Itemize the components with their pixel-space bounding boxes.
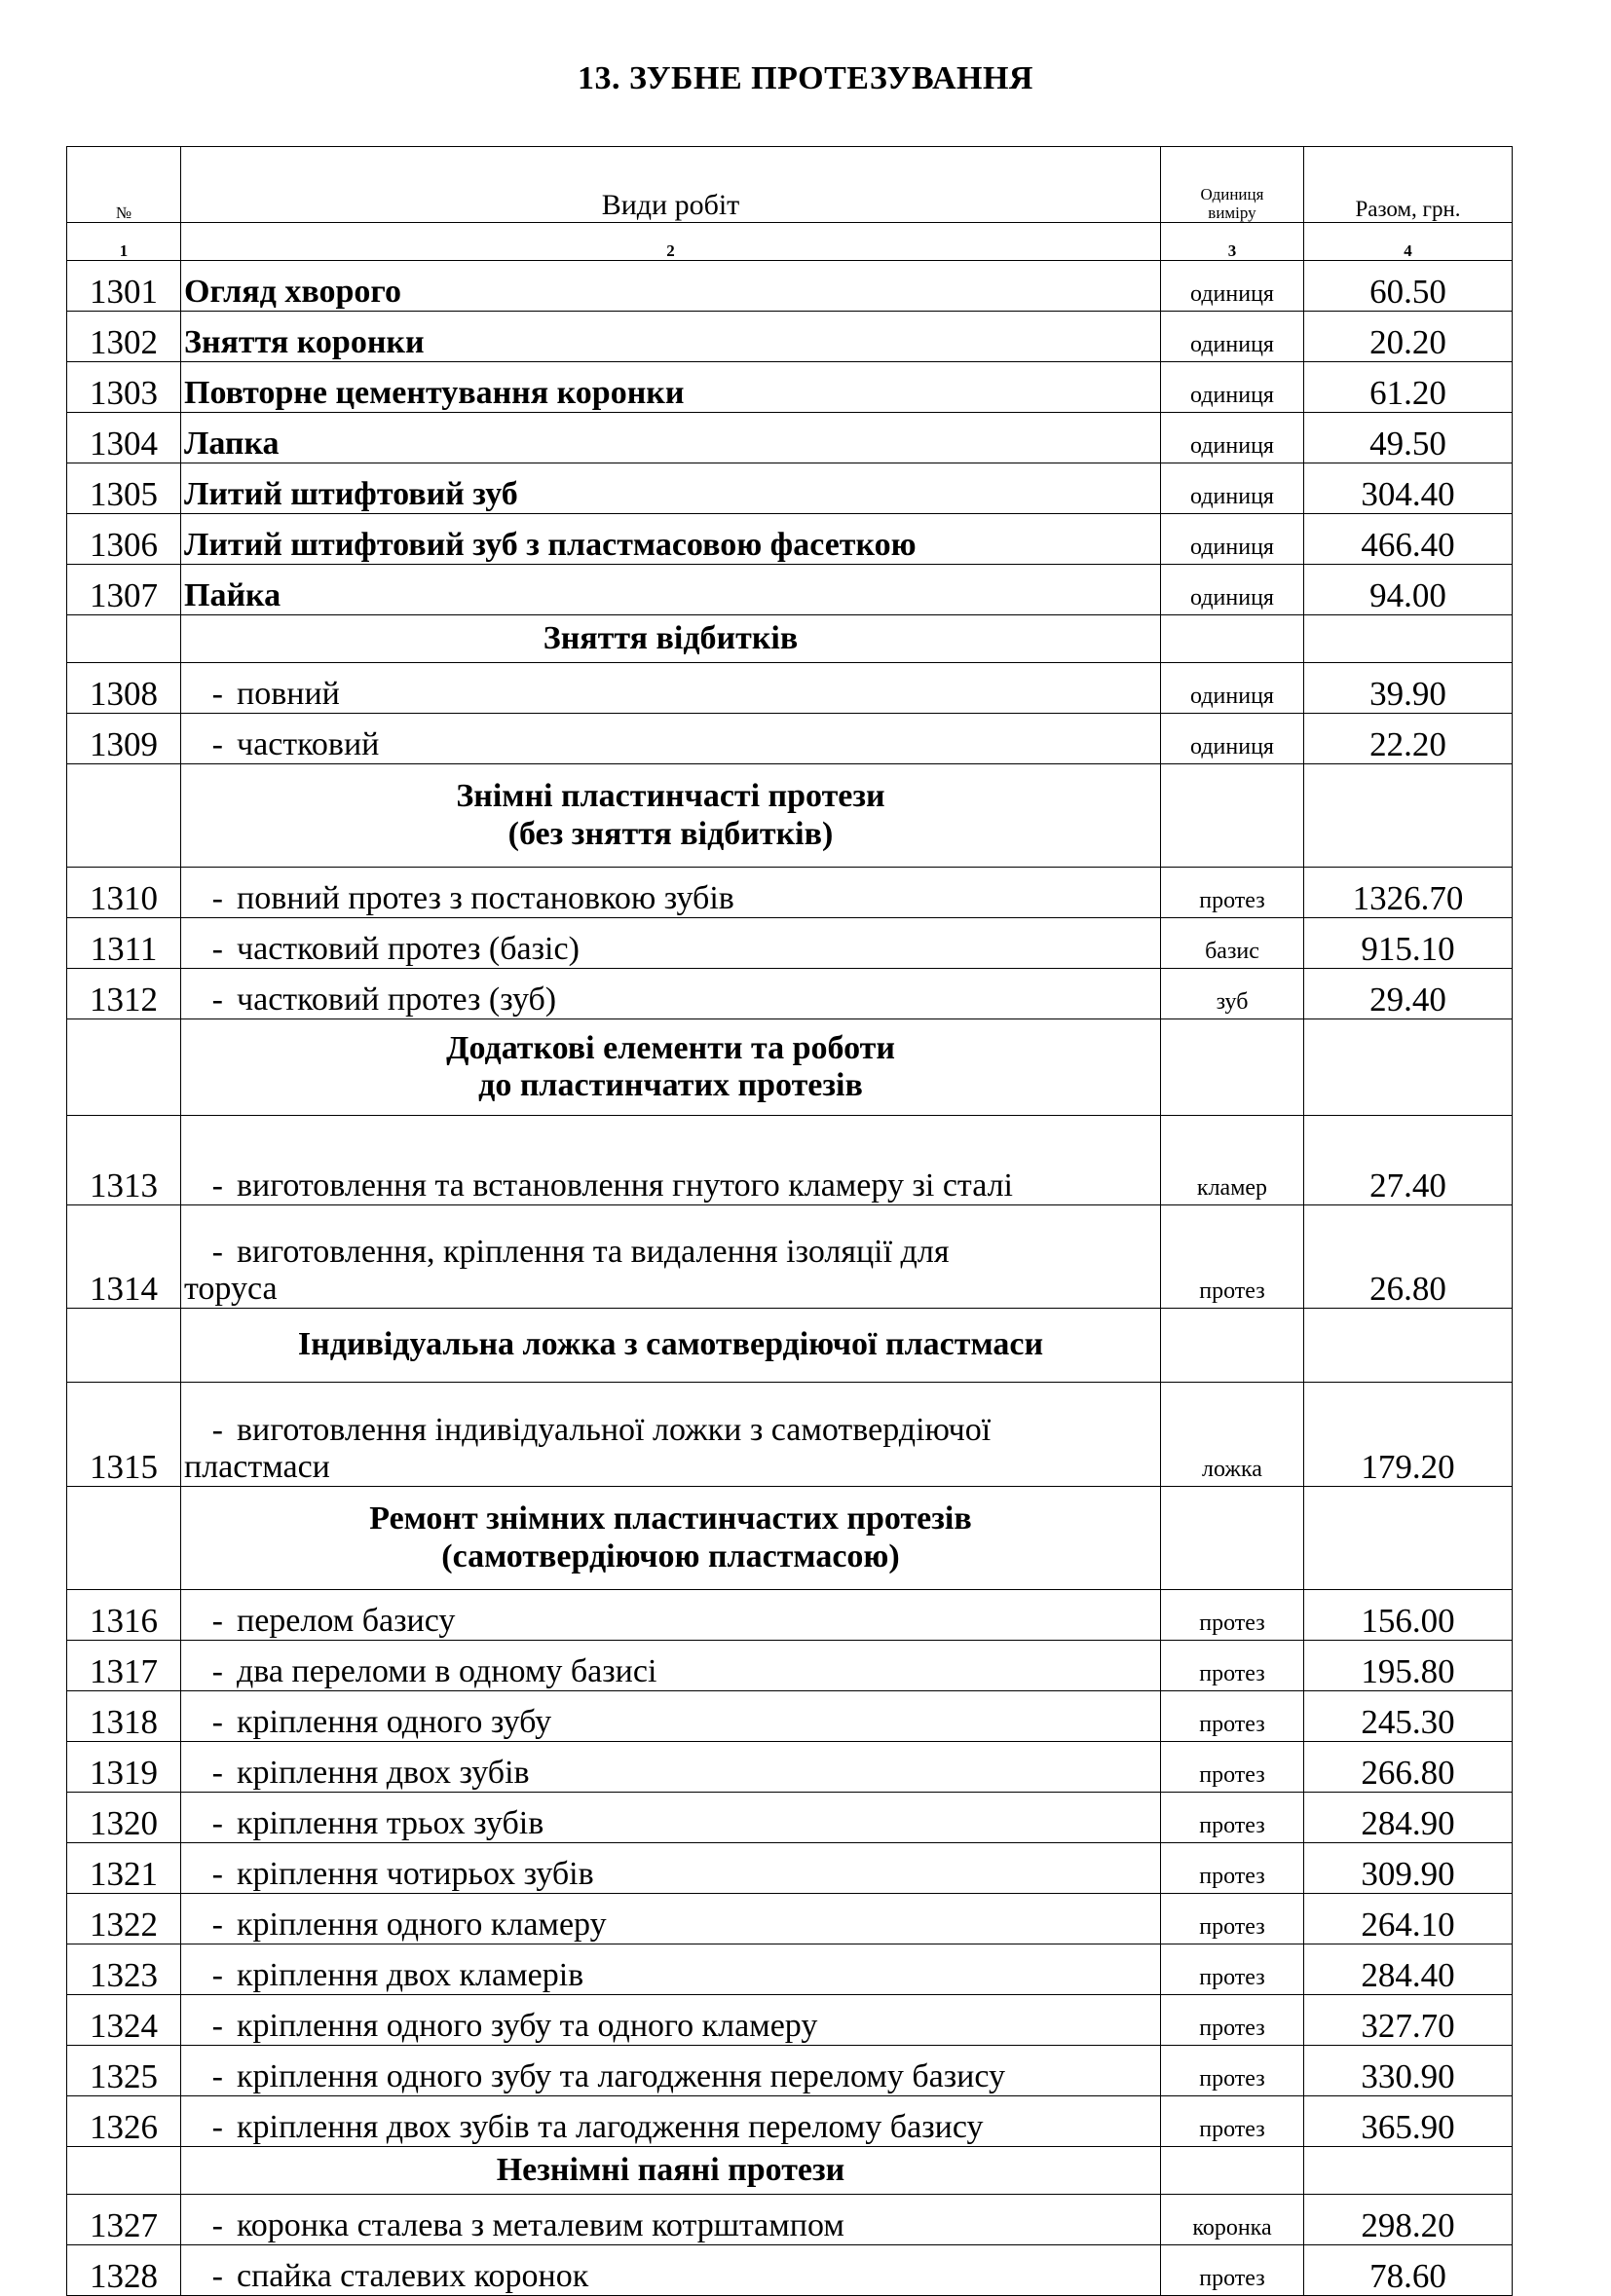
row-description-line: виготовлення, кріплення та видалення ізоляції для bbox=[237, 1233, 950, 1270]
row-unit: протез bbox=[1161, 1742, 1304, 1793]
row-unit: протез bbox=[1161, 1944, 1304, 1995]
header-unit bbox=[1161, 147, 1304, 223]
section-title bbox=[181, 1309, 1161, 1383]
row-description bbox=[181, 1590, 1161, 1641]
row-number: 1307 bbox=[67, 565, 181, 615]
row-description bbox=[181, 868, 1161, 918]
table-row bbox=[67, 663, 1513, 714]
section-title-line: Незнімні паяні протези bbox=[496, 2151, 845, 2188]
row-number: 1324 bbox=[67, 1995, 181, 2046]
row-price: 49.50 bbox=[1304, 413, 1513, 463]
row-description bbox=[181, 1944, 1161, 1995]
row-price: 327.70 bbox=[1304, 1995, 1513, 2046]
table-row bbox=[67, 2046, 1513, 2096]
row-description-text: повний bbox=[237, 675, 340, 712]
row-price: 61.20 bbox=[1304, 362, 1513, 413]
row-description bbox=[181, 918, 1161, 969]
table-row bbox=[67, 1944, 1513, 1995]
dash-marker: - bbox=[211, 1804, 223, 1841]
dash-marker: - bbox=[211, 1167, 223, 1204]
row-unit: зуб bbox=[1161, 969, 1304, 1019]
row-description-line: торуса bbox=[184, 1270, 278, 1307]
dash-marker: - bbox=[211, 1233, 223, 1270]
row-description-text: кріплення двох зубів та лагодження перелому базису bbox=[237, 2108, 984, 2145]
section-unit-cell bbox=[1161, 1487, 1304, 1590]
row-unit: протез bbox=[1161, 2096, 1304, 2147]
section-title-line: Зняття відбитків bbox=[543, 619, 799, 656]
column-index: 4 bbox=[1304, 223, 1513, 261]
row-description-text: кріплення одного зубу та одного кламеру bbox=[237, 2007, 818, 2044]
row-number: 1308 bbox=[67, 663, 181, 714]
row-price: 915.10 bbox=[1304, 918, 1513, 969]
row-description-text: Повторне цементування коронки bbox=[184, 374, 685, 411]
row-description-text: частковий протез (зуб) bbox=[237, 981, 557, 1018]
row-price: 245.30 bbox=[1304, 1691, 1513, 1742]
row-description-line: пластмаси bbox=[184, 1448, 330, 1485]
header-number: № bbox=[67, 147, 181, 223]
row-price: 284.90 bbox=[1304, 1793, 1513, 1843]
row-number: 1306 bbox=[67, 514, 181, 565]
section-row bbox=[67, 1309, 1513, 1383]
row-description bbox=[181, 1843, 1161, 1894]
row-unit: протез bbox=[1161, 1691, 1304, 1742]
row-unit: ложка bbox=[1161, 1383, 1304, 1487]
row-description bbox=[181, 565, 1161, 615]
row-price: 1326.70 bbox=[1304, 868, 1513, 918]
row-unit: протез bbox=[1161, 1843, 1304, 1894]
row-unit: протез bbox=[1161, 868, 1304, 918]
table-row bbox=[67, 868, 1513, 918]
section-title bbox=[181, 1487, 1161, 1590]
row-price: 179.20 bbox=[1304, 1383, 1513, 1487]
row-price: 94.00 bbox=[1304, 565, 1513, 615]
section-number-cell bbox=[67, 615, 181, 663]
row-number: 1303 bbox=[67, 362, 181, 413]
section-unit-cell bbox=[1161, 764, 1304, 868]
row-description bbox=[181, 463, 1161, 514]
row-price: 466.40 bbox=[1304, 514, 1513, 565]
row-unit: протез bbox=[1161, 1793, 1304, 1843]
row-description-text: спайка сталевих коронок bbox=[237, 2257, 589, 2294]
row-description bbox=[181, 1116, 1161, 1205]
row-number: 1321 bbox=[67, 1843, 181, 1894]
row-number: 1301 bbox=[67, 261, 181, 312]
row-description bbox=[181, 714, 1161, 764]
section-title bbox=[181, 764, 1161, 868]
column-index-row bbox=[67, 223, 1513, 261]
table-row bbox=[67, 565, 1513, 615]
row-number: 1328 bbox=[67, 2245, 181, 2296]
row-number: 1310 bbox=[67, 868, 181, 918]
section-sum-cell bbox=[1304, 615, 1513, 663]
dash-marker: - bbox=[211, 930, 223, 967]
dash-marker: - bbox=[211, 2108, 223, 2145]
section-title-line: Ремонт знімних пластинчастих протезів bbox=[369, 1500, 972, 1537]
row-description-text: кріплення одного зубу та лагодження перелому базису bbox=[237, 2057, 1006, 2094]
table-row bbox=[67, 1793, 1513, 1843]
dash-marker: - bbox=[211, 1956, 223, 1993]
row-number: 1327 bbox=[67, 2195, 181, 2245]
row-description bbox=[181, 312, 1161, 362]
row-description-text: Пайка bbox=[184, 576, 281, 613]
price-table bbox=[66, 146, 1513, 2296]
row-number: 1302 bbox=[67, 312, 181, 362]
row-description bbox=[181, 261, 1161, 312]
table-row bbox=[67, 1116, 1513, 1205]
row-description-text: коронка сталева з металевим котрштампом bbox=[237, 2206, 844, 2243]
dash-marker: - bbox=[211, 879, 223, 916]
section-title-line: (самотвердіючою пластмасою) bbox=[441, 1537, 900, 1574]
section-title-line: Індивідуальна ложка з самотвердіючої пластмаси bbox=[297, 1326, 1044, 1363]
section-row bbox=[67, 1487, 1513, 1590]
row-unit: протез bbox=[1161, 2046, 1304, 2096]
row-unit: одиниця bbox=[1161, 362, 1304, 413]
row-description-text: Огляд хворого bbox=[184, 273, 401, 310]
table-row bbox=[67, 2195, 1513, 2245]
row-price: 266.80 bbox=[1304, 1742, 1513, 1793]
row-price: 78.60 bbox=[1304, 2245, 1513, 2296]
row-description-text: Зняття коронки bbox=[184, 323, 425, 360]
row-description bbox=[181, 2046, 1161, 2096]
dash-marker: - bbox=[211, 1703, 223, 1740]
section-title-line: (без зняття відбитків) bbox=[507, 815, 834, 852]
row-unit: базис bbox=[1161, 918, 1304, 969]
section-sum-cell bbox=[1304, 1309, 1513, 1383]
dash-marker: - bbox=[211, 675, 223, 712]
row-description-text: перелом базису bbox=[237, 1602, 456, 1639]
row-description bbox=[181, 1641, 1161, 1691]
section-title bbox=[181, 1019, 1161, 1116]
table-row bbox=[67, 1691, 1513, 1742]
row-price: 284.40 bbox=[1304, 1944, 1513, 1995]
header-works: Види робіт bbox=[181, 147, 1161, 223]
row-price: 39.90 bbox=[1304, 663, 1513, 714]
section-title bbox=[181, 2147, 1161, 2195]
row-price: 27.40 bbox=[1304, 1116, 1513, 1205]
row-description bbox=[181, 1894, 1161, 1944]
table-row bbox=[67, 1383, 1513, 1487]
row-unit: протез bbox=[1161, 1995, 1304, 2046]
dash-marker: - bbox=[211, 2007, 223, 2044]
row-unit: протез bbox=[1161, 2245, 1304, 2296]
row-number: 1318 bbox=[67, 1691, 181, 1742]
row-description-text: Лапка bbox=[184, 425, 280, 462]
dash-marker: - bbox=[211, 2257, 223, 2294]
row-unit: протез bbox=[1161, 1641, 1304, 1691]
column-index: 3 bbox=[1161, 223, 1304, 261]
table-row bbox=[67, 2245, 1513, 2296]
row-unit: одиниця bbox=[1161, 312, 1304, 362]
section-number-cell bbox=[67, 2147, 181, 2195]
table-row bbox=[67, 463, 1513, 514]
section-title-line: Знімні пластинчасті протези bbox=[456, 778, 885, 815]
row-price: 26.80 bbox=[1304, 1205, 1513, 1309]
section-number-cell bbox=[67, 1019, 181, 1116]
section-sum-cell bbox=[1304, 1487, 1513, 1590]
row-number: 1315 bbox=[67, 1383, 181, 1487]
row-number: 1320 bbox=[67, 1793, 181, 1843]
section-sum-cell bbox=[1304, 2147, 1513, 2195]
row-unit: одиниця bbox=[1161, 463, 1304, 514]
table-row bbox=[67, 312, 1513, 362]
row-description bbox=[181, 1205, 1161, 1309]
table-header-row bbox=[67, 147, 1513, 223]
row-description-text: кріплення одного кламеру bbox=[237, 1906, 607, 1943]
row-unit: одиниця bbox=[1161, 663, 1304, 714]
dash-marker: - bbox=[211, 1411, 223, 1448]
row-price: 309.90 bbox=[1304, 1843, 1513, 1894]
row-description bbox=[181, 1742, 1161, 1793]
dash-marker: - bbox=[211, 725, 223, 762]
dash-marker: - bbox=[211, 981, 223, 1018]
table-row bbox=[67, 413, 1513, 463]
row-number: 1309 bbox=[67, 714, 181, 764]
row-description-text: частковий bbox=[237, 725, 380, 762]
dash-marker: - bbox=[211, 1754, 223, 1791]
row-description bbox=[181, 362, 1161, 413]
row-description-line: виготовлення індивідуальної ложки з самотвердіючої bbox=[237, 1411, 992, 1448]
column-index: 2 bbox=[181, 223, 1161, 261]
row-description bbox=[181, 663, 1161, 714]
row-price: 156.00 bbox=[1304, 1590, 1513, 1641]
section-title-line: до пластинчатих протезів bbox=[478, 1067, 863, 1103]
row-description bbox=[181, 413, 1161, 463]
section-unit-cell bbox=[1161, 1309, 1304, 1383]
table-row bbox=[67, 1205, 1513, 1309]
row-unit: коронка bbox=[1161, 2195, 1304, 2245]
dash-marker: - bbox=[211, 1855, 223, 1892]
table-row bbox=[67, 1590, 1513, 1641]
row-number: 1317 bbox=[67, 1641, 181, 1691]
table-row bbox=[67, 714, 1513, 764]
row-number: 1319 bbox=[67, 1742, 181, 1793]
row-description-text: кріплення одного зубу bbox=[237, 1703, 552, 1740]
row-unit: кламер bbox=[1161, 1116, 1304, 1205]
section-row bbox=[67, 615, 1513, 663]
table-row bbox=[67, 969, 1513, 1019]
section-title bbox=[181, 615, 1161, 663]
table-row bbox=[67, 1641, 1513, 1691]
row-price: 20.20 bbox=[1304, 312, 1513, 362]
table-row bbox=[67, 2096, 1513, 2147]
row-description-text: виготовлення та встановлення гнутого кламеру зі сталі bbox=[237, 1167, 1013, 1204]
row-price: 29.40 bbox=[1304, 969, 1513, 1019]
table-row bbox=[67, 1742, 1513, 1793]
row-description bbox=[181, 2195, 1161, 2245]
row-description-text: частковий протез (базіс) bbox=[237, 930, 580, 967]
row-description-text: Литий штифтовий зуб з пластмасовою фасеткою bbox=[184, 526, 917, 563]
row-price: 330.90 bbox=[1304, 2046, 1513, 2096]
row-unit: одиниця bbox=[1161, 413, 1304, 463]
row-number: 1323 bbox=[67, 1944, 181, 1995]
row-description-text: кріплення двох кламерів bbox=[237, 1956, 584, 1993]
section-unit-cell bbox=[1161, 615, 1304, 663]
dash-marker: - bbox=[211, 2206, 223, 2243]
row-description bbox=[181, 1793, 1161, 1843]
row-description bbox=[181, 1995, 1161, 2046]
row-number: 1304 bbox=[67, 413, 181, 463]
section-number-cell bbox=[67, 1309, 181, 1383]
row-number: 1311 bbox=[67, 918, 181, 969]
row-description-text: кріплення двох зубів bbox=[237, 1754, 530, 1791]
table-row bbox=[67, 362, 1513, 413]
row-description bbox=[181, 514, 1161, 565]
row-unit: одиниця bbox=[1161, 714, 1304, 764]
row-description-text: кріплення трьох зубів bbox=[237, 1804, 544, 1841]
row-description-text: кріплення чотирьох зубів bbox=[237, 1855, 594, 1892]
header-unit-line1: Одиниця bbox=[1200, 184, 1264, 204]
row-number: 1316 bbox=[67, 1590, 181, 1641]
row-number: 1312 bbox=[67, 969, 181, 1019]
dash-marker: - bbox=[211, 2057, 223, 2094]
section-row bbox=[67, 1019, 1513, 1116]
table-row bbox=[67, 918, 1513, 969]
section-unit-cell bbox=[1161, 2147, 1304, 2195]
section-row bbox=[67, 764, 1513, 868]
section-row bbox=[67, 2147, 1513, 2195]
header-unit-line2: виміру bbox=[1208, 203, 1256, 222]
row-description bbox=[181, 1383, 1161, 1487]
row-price: 365.90 bbox=[1304, 2096, 1513, 2147]
row-description-text: повний протез з постановкою зубів bbox=[237, 879, 734, 916]
row-price: 298.20 bbox=[1304, 2195, 1513, 2245]
row-number: 1326 bbox=[67, 2096, 181, 2147]
row-number: 1305 bbox=[67, 463, 181, 514]
table-row bbox=[67, 1843, 1513, 1894]
section-title-line: Додаткові елементи та роботи bbox=[446, 1029, 895, 1066]
dash-marker: - bbox=[211, 1602, 223, 1639]
row-description bbox=[181, 2096, 1161, 2147]
row-unit: одиниця bbox=[1161, 565, 1304, 615]
row-price: 60.50 bbox=[1304, 261, 1513, 312]
row-number: 1322 bbox=[67, 1894, 181, 1944]
table-row bbox=[67, 1995, 1513, 2046]
table-row bbox=[67, 514, 1513, 565]
table-row bbox=[67, 1894, 1513, 1944]
row-price: 264.10 bbox=[1304, 1894, 1513, 1944]
row-price: 22.20 bbox=[1304, 714, 1513, 764]
page-title: 13. ЗУБНЕ ПРОТЕЗУВАННЯ bbox=[578, 60, 1033, 96]
section-sum-cell bbox=[1304, 764, 1513, 868]
row-price: 195.80 bbox=[1304, 1641, 1513, 1691]
row-description bbox=[181, 1691, 1161, 1742]
row-unit: одиниця bbox=[1161, 261, 1304, 312]
row-unit: протез bbox=[1161, 1205, 1304, 1309]
row-unit: одиниця bbox=[1161, 514, 1304, 565]
row-description-text: два переломи в одному базисі bbox=[237, 1652, 657, 1689]
dash-marker: - bbox=[211, 1652, 223, 1689]
row-description-text: Литий штифтовий зуб bbox=[184, 475, 518, 512]
row-unit: протез bbox=[1161, 1894, 1304, 1944]
row-number: 1325 bbox=[67, 2046, 181, 2096]
row-description bbox=[181, 2245, 1161, 2296]
section-number-cell bbox=[67, 1487, 181, 1590]
row-number: 1313 bbox=[67, 1116, 181, 1205]
table-row bbox=[67, 261, 1513, 312]
row-number: 1314 bbox=[67, 1205, 181, 1309]
dash-marker: - bbox=[211, 1906, 223, 1943]
row-description bbox=[181, 969, 1161, 1019]
column-index: 1 bbox=[67, 223, 181, 261]
row-price: 304.40 bbox=[1304, 463, 1513, 514]
section-sum-cell bbox=[1304, 1019, 1513, 1116]
row-unit: протез bbox=[1161, 1590, 1304, 1641]
header-sum: Разом, грн. bbox=[1304, 147, 1513, 223]
section-number-cell bbox=[67, 764, 181, 868]
section-unit-cell bbox=[1161, 1019, 1304, 1116]
